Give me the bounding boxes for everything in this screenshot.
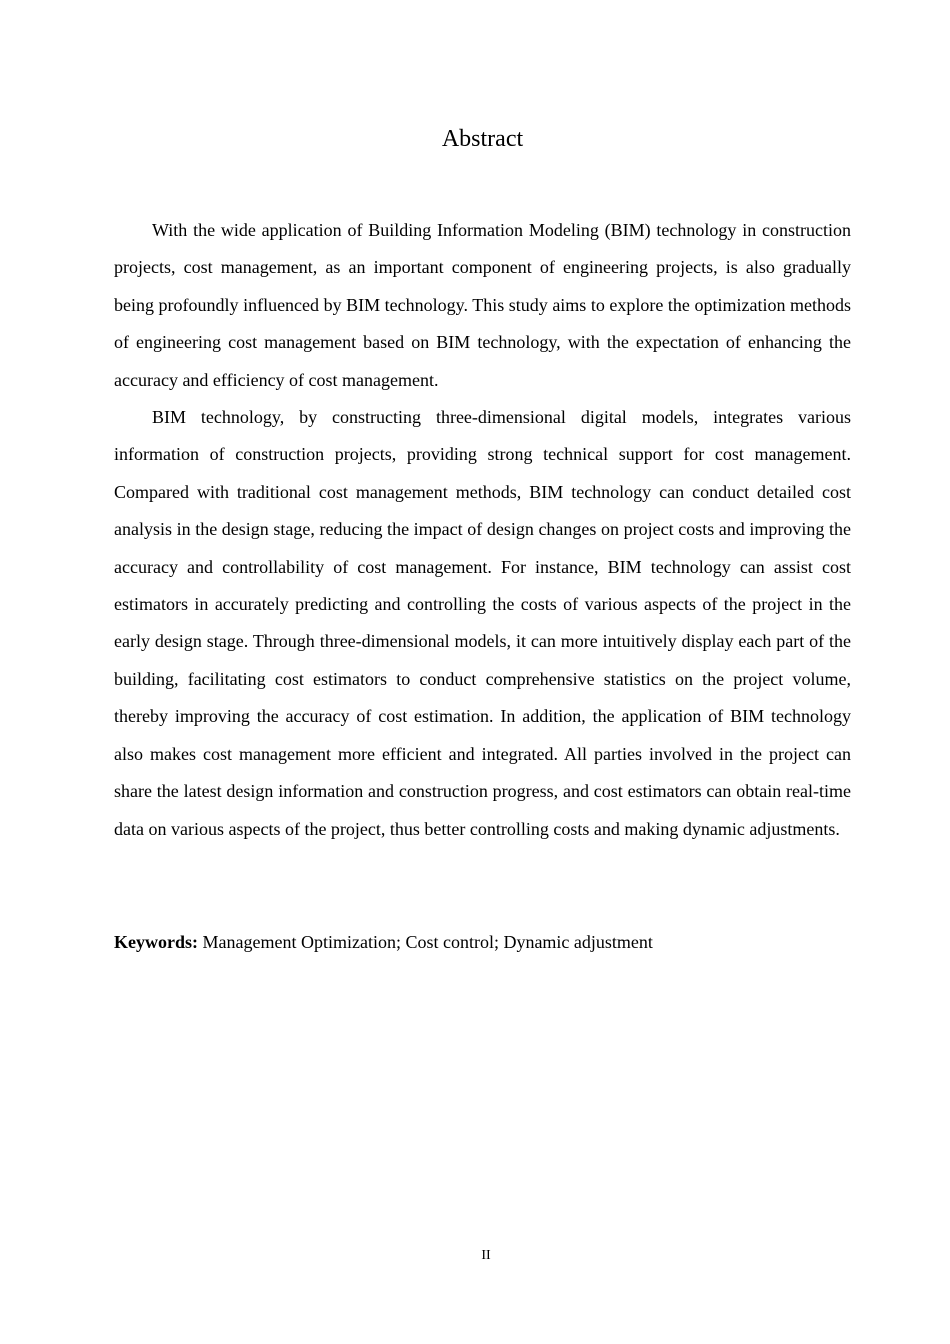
keywords-line xyxy=(114,924,851,961)
keywords-text: Management Optimization; Cost control; Dynamic adjustment xyxy=(202,932,653,952)
page-title: Abstract xyxy=(441,126,524,152)
page-number: II xyxy=(481,1248,491,1263)
abstract-paragraph-2: BIM technology, by constructing three-dimensional digital models, integrates various information of construction projects, providing strong technical support for cost management. Compared with traditional cost management methods, BIM technology can conduct detailed cost analysis in the design stage, reducing the impact of design changes on project costs and improving the accuracy and controllability of cost management. For instance, BIM technology can assist cost estimators in accurately predicting and controlling the costs of various aspects of the project in the early design stage. Through three-dimensional models, it can more intuitively display each part of the building, facilitating cost estimators to conduct comprehensive statistics on the project volume, thereby improving the accuracy of cost estimation. In addition, the application of BIM technology also makes cost management more efficient and integrated. All parties involved in the project can share the latest design information and construction progress, and cost estimators can obtain real-time data on various aspects of the project, thus better controlling costs and making dynamic adjustments. xyxy=(114,407,851,839)
keywords-label: Keywords: xyxy=(114,932,198,952)
abstract-body xyxy=(114,212,851,848)
abstract-paragraph-1: With the wide application of Building Information Modeling (BIM) technology in construction projects, cost management, as an important component of engineering projects, is also gradually being profoundly influenced by BIM technology. This study aims to explore the optimization methods of engineering cost management based on BIM technology, with the expectation of enhancing the accuracy and efficiency of cost management. xyxy=(114,220,851,390)
